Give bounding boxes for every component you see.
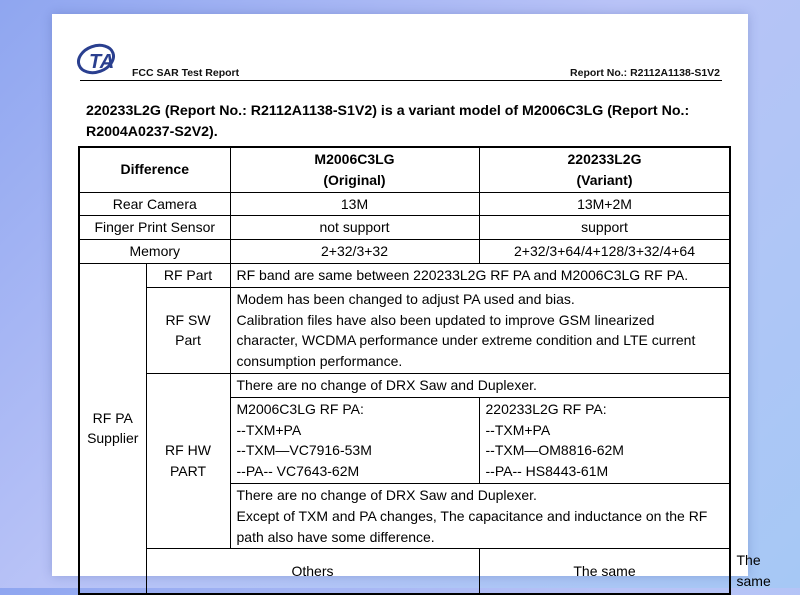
table-row (79, 192, 730, 216)
rf-sw-line: character, WCDMA performance under extreme condition and LTE current (236, 332, 696, 349)
rf-sw-line: consumption performance. (236, 353, 403, 370)
variant-value: support (479, 216, 730, 240)
row-label: Memory (79, 240, 230, 264)
table-row (79, 373, 730, 397)
original-model: M2006C3LG (314, 151, 395, 167)
original-value: 2+32/3+32 (230, 240, 479, 264)
table-row (79, 287, 730, 373)
rf-hw-label-line: RF HW (165, 442, 211, 459)
rf-hw-variant-line: --TXM—OM8816-62M (485, 442, 624, 459)
rf-pa-supplier-label (79, 263, 146, 593)
rf-sw-label-line: RF SW (165, 311, 211, 328)
variant-value: 2+32/3+64/4+128/3+32/4+64 (479, 240, 730, 264)
rf-hw-original-line: M2006C3LG RF PA: (236, 400, 364, 417)
rf-hw-bottom-line: path also have some difference. (236, 528, 435, 545)
rf-hw-variant-line: --TXM+PA (485, 421, 551, 438)
variant-tag: (Variant) (576, 171, 633, 188)
rf-hw-variant-line: --PA-- HS8443-61M (485, 463, 609, 480)
difference-header: Difference (79, 147, 230, 192)
table-row (79, 240, 730, 264)
original-value: The same (479, 549, 730, 594)
rf-pa-label-line: Supplier (87, 430, 139, 447)
report-header (52, 14, 748, 84)
variant-value: 13M+2M (479, 192, 730, 216)
header-divider (80, 80, 722, 81)
rf-hw-bottom-text (230, 483, 730, 548)
table-header-row (79, 147, 730, 192)
rf-hw-original-line: --TXM+PA (236, 421, 302, 438)
rf-hw-bottom-line: Except of TXM and PA changes, The capacitance and inductance on the RF (236, 507, 708, 524)
rf-sw-line: Calibration files have also been updated to improve GSM linearized (236, 311, 655, 328)
logo-text: TA (89, 51, 115, 73)
report-type-title: FCC SAR Test Report (132, 67, 240, 79)
original-tag: (Original) (323, 171, 386, 188)
rf-hw-original-line: --PA-- VC7643-62M (236, 463, 360, 480)
rf-part-text: RF band are same between 220233L2G RF PA and M2006C3LG RF PA. (230, 263, 730, 287)
original-value: not support (230, 216, 479, 240)
rf-hw-label (146, 373, 230, 548)
rf-hw-original-line: --TXM—VC7916-53M (236, 442, 372, 459)
company-logo-icon (76, 40, 120, 78)
rf-hw-label-line: PART (169, 463, 207, 480)
rf-hw-variant-line: 220233L2G RF PA: (485, 400, 607, 417)
rf-hw-top-text: There are no change of DRX Saw and Duplexer. (230, 373, 730, 397)
row-label: Rear Camera (79, 192, 230, 216)
table-row: Others The same The same (79, 549, 730, 594)
report-number: Report No.: R2112A1138-S1V2 (570, 67, 720, 79)
row-label: Others (146, 549, 479, 594)
rf-sw-text (230, 287, 730, 373)
original-value: 13M (230, 192, 479, 216)
rf-sw-label-line: Part (175, 332, 201, 349)
rf-hw-original (230, 397, 479, 483)
rf-hw-variant (479, 397, 730, 483)
rf-part-label: RF Part (146, 263, 230, 287)
intro-paragraph: 220233L2G (Report No.: R2112A1138-S1V2) is a variant model of M2006C3LG (Report No.: R2004A0237-S2V2). (86, 103, 690, 140)
table-row (79, 216, 730, 240)
difference-table (78, 146, 771, 595)
table-row (79, 263, 730, 287)
original-header (230, 147, 479, 192)
document-page (52, 14, 771, 590)
row-label: Finger Print Sensor (79, 216, 230, 240)
rf-sw-label (146, 287, 230, 373)
rf-pa-label-line: RF PA (92, 409, 133, 426)
variant-header (479, 147, 730, 192)
rf-hw-bottom-line: There are no change of DRX Saw and Duplexer. (236, 486, 537, 503)
rf-sw-line: Modem has been changed to adjust PA used and bias. (236, 290, 575, 307)
variant-model: 220233L2G (567, 151, 642, 167)
